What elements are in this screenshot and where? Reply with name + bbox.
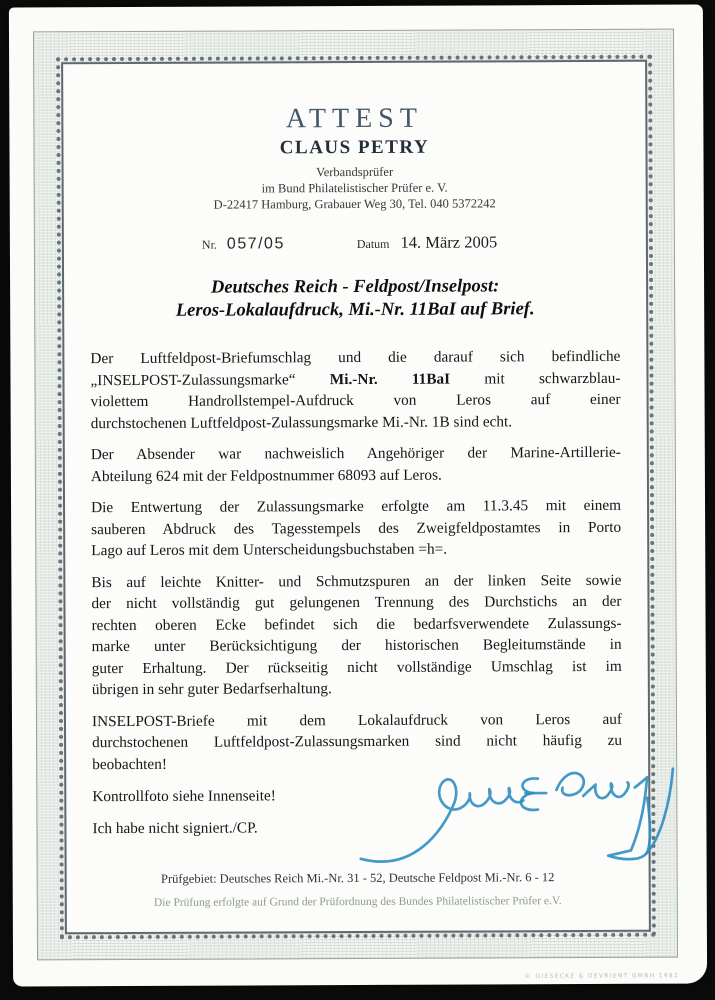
body-paragraph	[91, 569, 622, 700]
inner-panel	[61, 60, 651, 935]
paragraph-line: übrigen in sehr guter Bedarfserhaltung.	[91, 680, 332, 699]
date-value: 14. März 2005	[400, 232, 498, 252]
expert-address: D-22417 Hamburg, Grabauer Weg 30, Tel. 040 5372242	[213, 196, 496, 212]
paragraph-line: Der Absender war nachweislich Angehöriger der Marine-Artillerie-	[90, 443, 621, 464]
signature-claus-petry	[354, 754, 685, 875]
note-nicht-signiert: Ich habe nicht signiert./CP.	[92, 819, 258, 838]
paragraph-line: Lago auf Leros mit dem Unterscheidungsbuchstaben =h=.	[91, 540, 448, 560]
pruefordnung-line: Die Prüfung erfolgte auf Grund der Prüfordnung des Bundes Philatelistischer Prüfer e.V.	[153, 895, 562, 909]
paragraph-line: Die Entwertung der Zulassungsmarke erfolgte am 11.3.45 mit einem	[91, 496, 622, 517]
certificate-number-label: Nr.	[201, 237, 217, 252]
paragraph-line: guter Erhaltung. Der rückseitig nicht vollständige Umschlag ist im	[91, 657, 622, 677]
body-paragraphs	[90, 346, 622, 775]
certificate-number-value: 057/05	[226, 235, 285, 253]
body-paragraph	[91, 495, 621, 562]
guilloche-border	[33, 29, 678, 961]
certificate-paper	[9, 4, 707, 986]
paragraph-line: rechten oberen Ecke befindet sich die bedarfsverwendete Zulassungs-	[91, 614, 622, 634]
expert-role: Verbandsprüfer	[316, 164, 394, 180]
paragraph-line: der nicht vollständig gut gelungenen Trennung des Durchstichs an der	[91, 592, 622, 613]
paragraph-line: INSELPOST-Briefe mit dem Lokalaufdruck von Leros auf	[91, 710, 623, 730]
attest-title: ATTEST	[285, 102, 423, 135]
paragraph-line: violettem Handrollstempel-Aufdruck von Leros auf einer	[90, 390, 621, 411]
certificate-footer	[67, 870, 649, 910]
security-printer-mark: © GIESECKE & DEVRIENT GMBH 1982	[524, 972, 680, 980]
subject-line-2: Leros-Lokalaufdruck, Mi.-Nr. 11BaI auf Brief.	[175, 299, 535, 321]
paragraph-line: durchstochenen Luftfeldpost-Zulassungsmarke Mi.-Nr. 1B sind echt.	[90, 412, 513, 432]
body-paragraph	[91, 442, 621, 487]
certificate-content	[63, 62, 649, 933]
expert-organization: im Bund Philatelistischer Prüfer e. V.	[261, 180, 448, 196]
note-kontrollfoto: Kontrollfoto siehe Innenseite!	[92, 787, 276, 806]
expert-name: CLAUS PETRY	[279, 136, 430, 159]
paragraph-line: marke unter Berücksichtigung der historischen Begleitumstände in	[91, 635, 622, 656]
date-label: Datum	[356, 236, 390, 252]
body-paragraph	[90, 346, 620, 434]
paragraph-line: Der Luftfeldpost-Briefumschlag und die darauf sich befindliche	[90, 347, 621, 368]
subject-line-1: Deutsches Reich - Feldpost/Inselpost:	[210, 276, 500, 298]
paragraph-line: Bis auf leichte Knitter- und Schmutzspuren an der linken Seite sowie	[91, 571, 622, 591]
signature-ink	[360, 769, 673, 862]
subject-heading	[90, 275, 620, 323]
pruefgebiet-line: Prüfgebiet: Deutsches Reich Mi.-Nr. 31 - 52, Deutsche Feldpost Mi.-Nr. 6 - 12	[160, 870, 555, 886]
certificate-meta-row	[90, 232, 620, 254]
paragraph-line: sauberen Abdruck des Tagesstempels des Zweigfeldpostamtes in Porto	[91, 518, 622, 538]
paragraph-line: beobachten!	[92, 755, 167, 773]
paragraph-line: Abteilung 624 mit der Feldpostnummer 68093 auf Leros.	[90, 466, 442, 485]
paragraph-line: „INSELPOST-Zulassungsmarke“ Mi.-Nr. 11BaI mit schwarzblau-	[90, 369, 621, 389]
paragraph-line: durchstochenen Luftfeldpost-Zulassungsmarken sind nicht häufig zu	[92, 731, 623, 752]
